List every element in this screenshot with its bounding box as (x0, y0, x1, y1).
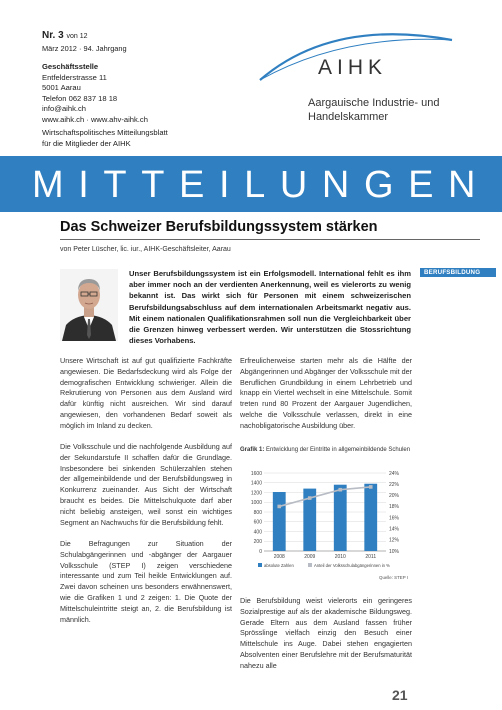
office-line: 5001 Aarau (42, 83, 81, 93)
legend-label: absolute Zahlen (264, 562, 294, 568)
publication-note-line: Wirtschaftspolitisches Mitteilungsblatt (42, 128, 168, 137)
y-tick-label-right: 14% (389, 526, 400, 533)
office-line: Telefon 062 837 18 18 (42, 93, 118, 103)
y-tick-label-right: 22% (389, 481, 400, 488)
legend-swatch (308, 563, 312, 567)
y-tick-label-right: 16% (389, 515, 400, 522)
logo-text: AIHK (318, 56, 388, 79)
paragraph: Die Volksschule und die nachfolgende Ausbildung auf der Sekundarstufe II schaffen dafür die Grundlage. Insbesondere bei sinkenden Schülerzahlen stehen der allgemeinbildende und der Berufsbildungsweg in Konkurrenz zueinander. Aus Sicht der Wirtschaft braucht es beides. Die Mittelschulquote darf aber nicht beliebig ansteigen, weil sonst ein wichtiges Segment an Nachwuchs für die Berufsbildung fehlt. (60, 442, 232, 527)
after-chart-text (240, 596, 412, 682)
chart-caption-text: Entwicklung der Eintritte in allgemeinbildende Schulen (266, 447, 411, 453)
y-tick-label-left: 1000 (250, 500, 262, 507)
chart-caption (240, 446, 412, 454)
publication-note (42, 128, 168, 149)
publication-note-line: für die Mitglieder der AIHK (42, 138, 131, 148)
author-portrait (60, 269, 118, 341)
series-line (279, 487, 371, 507)
x-tick-label: 2009 (304, 554, 316, 560)
line-point (277, 505, 281, 509)
bar (334, 485, 347, 551)
article-byline: von Peter Lüscher, lic. iur., AIHK-Geschäftsleiter, Aarau (60, 246, 231, 253)
x-tick-label: 2010 (334, 554, 346, 560)
y-tick-label-left: 1400 (250, 480, 262, 487)
y-tick-label-right: 24% (389, 470, 400, 477)
organisation-name (308, 97, 439, 124)
line-point (338, 488, 342, 492)
left-column (60, 356, 232, 636)
y-tick-label-left: 1200 (250, 490, 262, 497)
y-tick-label-right: 18% (389, 504, 400, 511)
chart-enrolment (240, 467, 412, 585)
organisation-name-line: Aargauische Industrie- und (308, 97, 440, 109)
office-address (42, 62, 148, 126)
y-tick-label-right: 10% (389, 548, 400, 555)
y-tick-label-left: 0 (259, 548, 262, 555)
title-rule (60, 239, 480, 240)
organisation-name-line: Handelskammer (308, 110, 389, 123)
paragraph: Erfreulicherweise starten mehr als die Hälfte der Abgängerinnen und Abgänger der Volksschule mit der Beruflichen Grundbildung in einem Lehrbetrieb und knapp ein Viertel wechselt in eine Mittelschule. Somit treten rund 80 Prozent der Aargauer Jugendlichen, welche die Volksschule verlassen, direkt in eine nachobligatorische Ausbildung über. (240, 356, 412, 430)
y-tick-label-left: 1600 (250, 470, 262, 477)
aihk-logo (252, 28, 462, 98)
right-column (240, 356, 412, 442)
y-tick-label-left: 400 (253, 529, 262, 536)
chart-source: Quelle: STEP I (379, 575, 408, 580)
bar (364, 484, 377, 551)
lead-text: Unser Berufsbildungssystem ist ein Erfolgsmodell. International fehlt es ihm aber immer noch an der verdienten Anerkennung, weil es vielerorts zu wenig bekannt ist. Das wirkt sich für Personen mit einem schweizerischen Berufsbildungsabschluss auf dem internationalen Arbeitsmarkt negativ aus. Mit einem nationalen Qualifikationsrahmen soll nun die Vergleichbarkeit über die Grenzen hinweg verbessert werden. Wir unterstützen die Stossrichtung dieses Vorhabens. (129, 269, 411, 346)
office-line: Entfelderstrasse 11 (42, 72, 107, 82)
y-tick-label-right: 20% (389, 493, 400, 500)
issue-of: von 12 (66, 33, 88, 40)
x-tick-label: 2008 (273, 554, 285, 560)
paragraph: Die Berufsbildung weist vielerorts ein geringeres Sozialprestige auf als der akademische Bildungsweg. Gerade Eltern aus dem Ausland fassen früher Sprösslinge vielfach einzig den Besuch einer Mittelschule ins Auge. Dabei stehen engagierten Absolventen einer Berufslehre mit der Berufsmaturität nahezu alle (240, 596, 412, 670)
bar (273, 492, 286, 551)
office-line: info@aihk.ch (42, 104, 87, 114)
legend-swatch (258, 563, 262, 567)
line-point (308, 496, 312, 500)
x-tick-label: 2011 (365, 554, 377, 560)
page-number: 21 (392, 687, 408, 703)
paragraph: Die Befragungen zur Situation der Schulabgängerinnen und -abgänger der Aargauer Volksschule (STEP I) zeigen verschiedene interessante und zum Teil heikle Entwicklungen auf. Zwei davon scheinen uns besonders erwähnenswert, wie die Grafiken 1 und 2 zeigen: 1. Die Quote der Mittelschuleintritte steigt an, 2. die Berufsbildung ist männlich. (60, 538, 232, 624)
article-lead (129, 268, 411, 346)
line-point (369, 485, 373, 489)
office-line: www.aihk.ch · www.ahv-aihk.ch (42, 114, 148, 124)
paragraph: Unsere Wirtschaft ist auf gut qualifizierte Fachkräfte angewiesen. Die Bedarfsdeckung wird als Folge der demografischen Entwicklung schwieriger. Allein die Rekrutierung von Personen aus dem Ausland wird dafür künftig nicht ausreichen. Wir sind darauf angewiesen, den vorhandenen Bedarf soweit als möglich im Inland zu decken. (60, 356, 232, 430)
y-tick-label-left: 800 (253, 509, 262, 516)
legend-label: Anteil der Volksschulabgängerinnen in % (314, 562, 390, 568)
issue-date: März 2012 · 94. Jahrgang (42, 44, 127, 53)
y-tick-label-left: 200 (253, 539, 262, 546)
section-tag: BERUFSBILDUNG (420, 268, 496, 277)
y-tick-label-right: 12% (389, 537, 400, 544)
issue-number (42, 30, 88, 41)
office-title: Geschäftsstelle (42, 62, 99, 71)
banner-title: MITTEILUNGEN (32, 164, 491, 206)
issue-label: Nr. 3 (42, 30, 64, 41)
y-tick-label-left: 600 (253, 519, 262, 526)
chart-caption-label: Grafik 1: (240, 447, 265, 453)
article-title: Das Schweizer Berufsbildungssystem stärken (60, 219, 378, 235)
